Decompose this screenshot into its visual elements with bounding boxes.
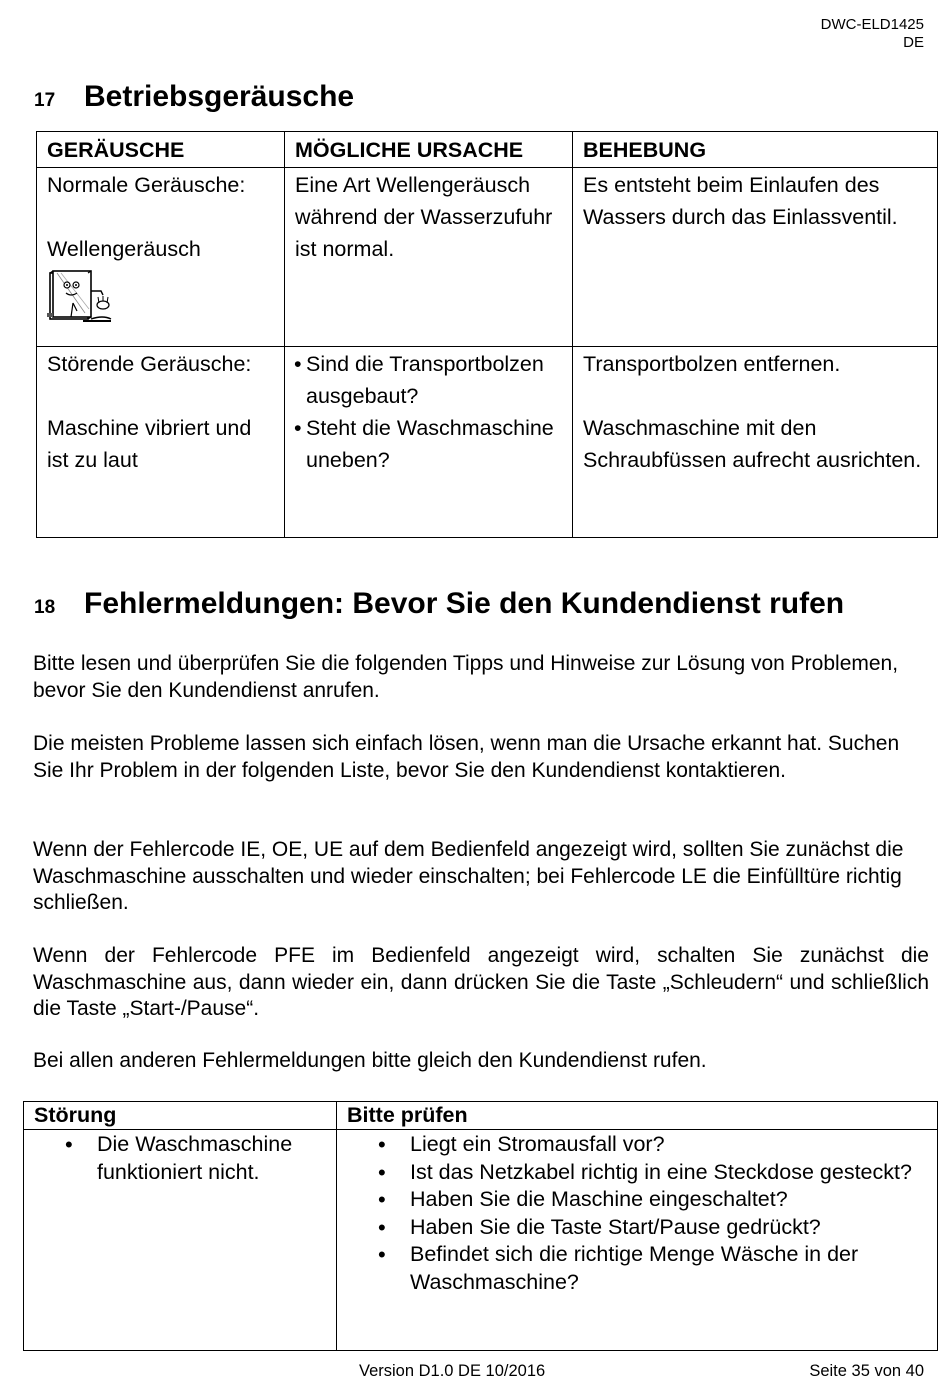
paragraph: Wenn der Fehlercode PFE im Bedienfeld angezeigt wird, schalten Sie zunächst die Waschmaschine aus, dann wieder ein, dann drücken Sie die Taste „Schleudern“ und schließlich die Taste „Start-/Pause“. (33, 944, 929, 1020)
paragraph: Bei allen anderen Fehlermeldungen bitte gleich den Kundendienst rufen. (33, 1049, 707, 1072)
paragraph: Wenn der Fehlercode IE, OE, UE auf dem Bedienfeld angezeigt wird, sollten Sie zunächst die Waschmaschine ausschalten und wieder einschalten; bei Fehlercode LE die Einfülltüre richtig schließen. (33, 838, 904, 914)
noise-description: Maschine vibriert und ist zu laut (47, 416, 252, 472)
noise-cell (37, 168, 285, 347)
cause-list (295, 348, 562, 476)
list-item: • Die Waschmaschine funktioniert nicht. (34, 1131, 326, 1186)
paragraph: Bitte lesen und überprüfen Sie die folgenden Tipps und Hinweise zur Lösung von Problemen, bevor Sie den Kundendienst anrufen. (33, 652, 899, 702)
remedy-cell (573, 168, 938, 347)
section-18-heading (34, 587, 844, 621)
section-number: 17 (34, 90, 56, 111)
remedy-cell (573, 347, 938, 538)
list-item: • Liegt ein Stromausfall vor? (347, 1131, 927, 1159)
document-header (821, 16, 924, 52)
cause-cell (285, 347, 573, 538)
section-title: Betriebsgeräusche (84, 80, 355, 113)
list-item: • Haben Sie die Taste Start/Pause gedrückt? (347, 1214, 927, 1242)
list-item: • Ist das Netzkabel richtig in eine Steckdose gesteckt? (347, 1159, 927, 1187)
column-header: BEHEBUNG (573, 132, 938, 168)
noise-type: Störende Geräusche: (47, 352, 252, 376)
footer-version: Version D1.0 DE 10/2016 (359, 1362, 546, 1380)
table-header-row (37, 132, 938, 168)
column-header: Bitte prüfen (337, 1102, 938, 1130)
paragraph: Die meisten Probleme lassen sich einfach lösen, wenn man die Ursache erkannt hat. Suchen Sie Ihr Problem in der folgenden Liste, bevor Sie den Kundendienst kontaktieren. (33, 732, 900, 782)
table-row (24, 1130, 938, 1351)
washing-machine-water-icon (47, 269, 113, 327)
noise-table (36, 131, 938, 538)
fault-table (23, 1101, 938, 1351)
check-list (347, 1131, 927, 1296)
doc-id: DWC-ELD1425 (820, 16, 924, 33)
remedy-text: Waschmaschine mit den Schraubfüssen aufrecht ausrichten. (583, 416, 922, 472)
footer-page-number: Seite 35 von 40 (809, 1362, 924, 1380)
fault-cell (24, 1130, 337, 1351)
list-item: • Sind die Transportbolzen ausgebaut? (295, 348, 562, 412)
cause-cell: Eine Art Wellengeräusch während der Wasserzufuhr ist normal. (285, 168, 573, 347)
remedy-text: Es entsteht beim Einlaufen des Wassers durch das Einlassventil. (583, 173, 898, 229)
noise-description: Wellengeräusch (47, 237, 201, 261)
noise-cell (37, 347, 285, 538)
remedy-text: Transportbolzen entfernen. (583, 352, 841, 376)
section-17-heading (34, 80, 354, 114)
doc-language: DE (903, 34, 924, 51)
section-title: Fehlermeldungen: Bevor Sie den Kundendienst rufen (84, 587, 845, 620)
fault-list (34, 1131, 326, 1186)
column-header: Störung (24, 1102, 337, 1130)
column-header: GERÄUSCHE (37, 132, 285, 168)
noise-type: Normale Geräusche: (47, 173, 246, 197)
section-number: 18 (34, 597, 56, 618)
column-header: MÖGLICHE URSACHE (285, 132, 573, 168)
list-item: • Steht die Waschmaschine uneben? (295, 412, 562, 476)
check-cell (337, 1130, 938, 1351)
table-row (37, 347, 938, 538)
table-header-row (24, 1102, 938, 1130)
list-item: • Haben Sie die Maschine eingeschaltet? (347, 1186, 927, 1214)
table-row (37, 168, 938, 347)
list-item: • Befindet sich die richtige Menge Wäsche in der Waschmaschine? (347, 1241, 927, 1296)
